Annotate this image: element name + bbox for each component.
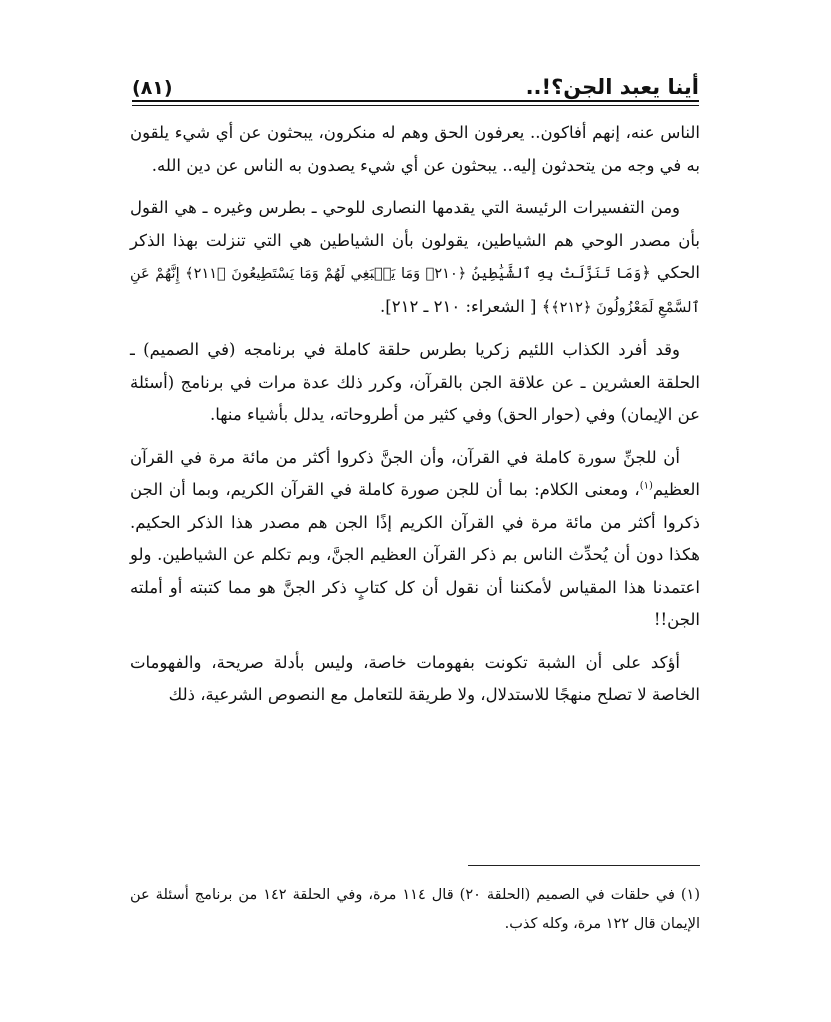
page-header [132,68,699,98]
verse-close-bracket: ﴾ [541,296,552,316]
footnote-reference[interactable]: (١) [639,480,653,492]
header-rule-thick [132,100,699,102]
footnote-separator [468,865,700,866]
paragraph-2 [130,192,700,324]
verse-citation: [ الشعراء: ٢١٠ ـ ٢١٢]. [380,296,537,316]
paragraph-5: أؤكد على أن الشبة تكونت بفهومات خاصة، وليس بأدلة صريحة، والفهومات الخاصة لا تصلح منهجًا للاستدلال، ولا طريقة للتعامل مع النصوص الشرعية، ذلك [130,652,700,704]
page-number: (٨١) [132,77,173,99]
verse-open-bracket: ﴿ [641,263,651,282]
footnote-text: (١) في حلقات في الصميم (الحلقة ٢٠) قال ١١٤ مرة، وفي الحلقة ١٤٢ من برنامج أسئلة عن الإيمان قال ١٢٢ مرة، وكله كذب. [130,887,701,932]
body-text [130,117,700,722]
paragraph-4-text-a: أن للجنِّ سورة كاملة في القرآن، وأن الجنَّ ذكروا أكثر من مائة مرة في القرآن العظيم [130,447,700,499]
paragraph-1: الناس عنه، إنهم أفاكون.. يعرفون الحق وهم له منكرون، يبحثون عن أي شيء يلقون به في وجه من يتحدثون إليه.. يبحثون عن أي شيء يصدون به الناس عن دين الله. [130,123,700,175]
paragraph-2-text: ومن التفسيرات الرئيسة التي يقدمها النصارى للوحي ـ بطرس وغيره ـ هي القول بأن مصدر الوحي هم الشياطين، يقولون بأن الشياطين هي التي تنزلت بهذا الذكر الحكي [130,198,700,282]
header-rule-thin [132,105,699,106]
paragraph-3: وقد أفرد الكذاب اللئيم زكريا بطرس حلقة كاملة في برنامجه (في الصميم) ـ الحلقة العشرين ـ عن علاقة الجن بالقرآن، وكرر ذلك عدة مرات في برنامج (أسئلة عن الإيمان) وفي (حوار الحق) وفي كثير من أطروحاته، يدلل بأشياء منها. [130,340,700,424]
quran-verse: وَمَا تَنَزَّلَتْ بِهِ ٱلشَّيَٰطِينُ ﴿٢١٠﴾ وَمَا يَنۢبَغِي لَهُمْ وَمَا يَسْتَطِيعُونَ ﴿٢١١﴾ إِنَّهُمْ عَنِ ٱلسَّمْعِ لَمَعْزُولُونَ ﴿٢١٢﴾ [130,266,700,316]
running-title: أينا يعبد الجن؟!.. [525,75,699,99]
paragraph-4 [130,442,700,637]
paragraph-4-text-b: ، ومعنى الكلام: بما أن للجن صورة كاملة في القرآن الكريم، وبما أن الجن ذكروا أكثر من مائة مرة في القرآن الكريم إذًا الجن هم مصدر هذا الذكر الحكيم. هكذا دون أن يُحدِّث الناس بم ذكر القرآن العظيم الجنَّ، وبم تكلم عن الشياطين. ولو اعتمدنا هذا المقياس لأمكننا أن نقول أن كل كتابٍ ذكر الجنَّ هو مما كتبته أو أملته الجن!! [130,480,700,629]
